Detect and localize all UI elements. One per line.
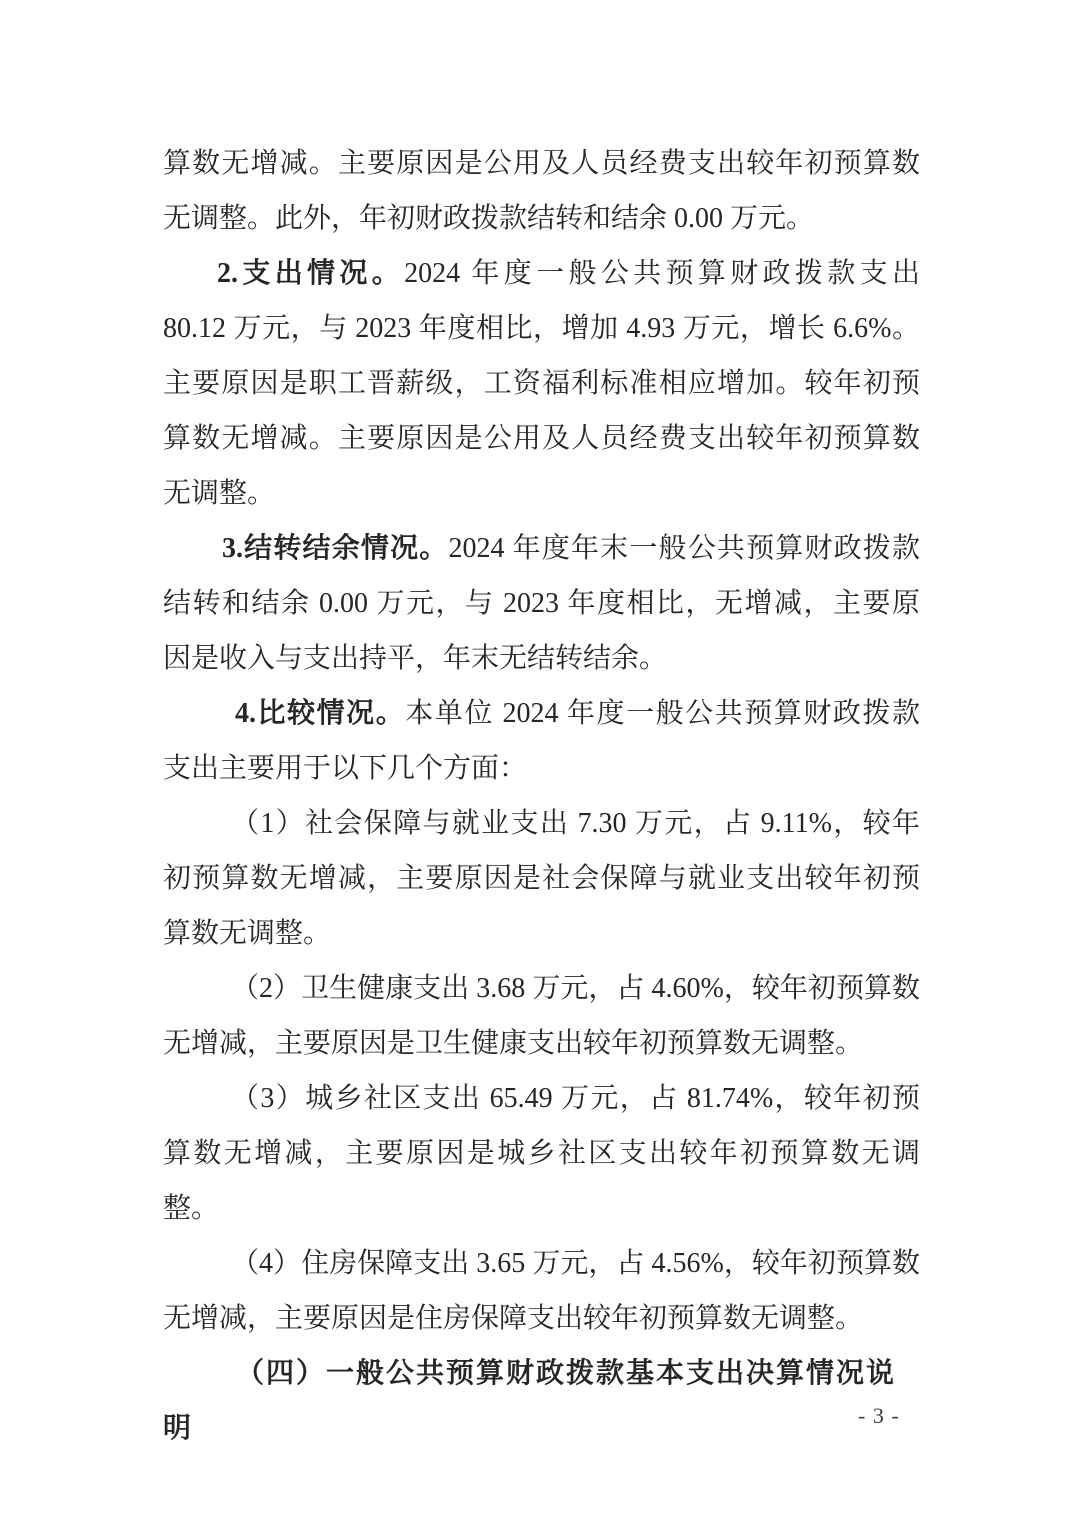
line-text: 无增减，主要原因是住房保障支出较年初预算数无调整。	[163, 1303, 864, 1334]
text-line	[163, 741, 920, 796]
line-text: 因是收入与支出持平，年末无结转结余。	[163, 643, 668, 674]
line-text: 无增减，主要原因是卫生健康支出较年初预算数无调整。	[163, 1028, 864, 1059]
line-text: 无调整。	[163, 478, 276, 509]
text-line-item-4	[163, 686, 920, 741]
line-text: 80.12 万元，与 2023 年度相比，增加 4.93 万元，增长 6.6%。	[163, 313, 920, 344]
text-line-sub-4	[163, 1236, 920, 1291]
line-text: 2024 年度一般公共预算财政拨款支出	[404, 258, 920, 289]
text-line	[163, 466, 920, 521]
line-text: 本单位 2024 年度一般公共预算财政拨款	[405, 698, 920, 729]
line-text: 2024 年度年末一般公共预算财政拨款	[448, 533, 920, 564]
line-text: 支出主要用于以下几个方面：	[163, 753, 528, 784]
text-line	[163, 906, 920, 961]
text-line-item-2	[163, 246, 920, 301]
text-line	[163, 576, 920, 631]
document-body	[163, 136, 920, 1444]
page-number: - 3 -	[858, 1403, 900, 1428]
text-line	[163, 1016, 920, 1071]
text-line-sub-3	[163, 1071, 920, 1126]
line-text: （四）一般公共预算财政拨款基本支出决算情况说明	[163, 1358, 897, 1444]
line-text: 初预算数无增减，主要原因是社会保障与就业支出较年初预	[163, 863, 920, 894]
line-text: 结转和结余 0.00 万元，与 2023 年度相比，无增减，主要原	[163, 588, 920, 619]
text-line	[163, 301, 920, 356]
text-line	[163, 1181, 920, 1236]
line-text: （1）社会保障与就业支出 7.30 万元，占 9.11%，较年	[231, 808, 920, 839]
text-line	[163, 1126, 920, 1181]
text-line	[163, 136, 920, 191]
line-text: 算数无增减，主要原因是城乡社区支出较年初预算数无调	[163, 1138, 920, 1169]
text-line	[163, 1291, 920, 1346]
line-text: 整。	[163, 1193, 220, 1224]
text-line	[163, 851, 920, 906]
text-line-item-3	[163, 521, 920, 576]
text-line	[163, 356, 920, 411]
line-text: （4）住房保障支出 3.65 万元，占 4.56%，较年初预算数	[231, 1248, 920, 1279]
line-text: 算数无增减。主要原因是公用及人员经费支出较年初预算数	[163, 423, 920, 454]
text-line	[163, 411, 920, 466]
item-heading: 4.比较情况。	[235, 698, 406, 729]
text-line	[163, 631, 920, 686]
text-line-sub-1	[163, 796, 920, 851]
line-text: 算数无增减。主要原因是公用及人员经费支出较年初预算数	[163, 148, 920, 179]
item-heading: 3.结转结余情况。	[222, 533, 449, 564]
text-line-sub-2	[163, 961, 920, 1016]
line-text: （3）城乡社区支出 65.49 万元，占 81.74%，较年初预	[231, 1083, 920, 1114]
item-heading: 2.支出情况。	[217, 258, 405, 289]
section-heading	[163, 1346, 920, 1444]
text-line	[163, 191, 920, 246]
line-text: 无调整。此外，年初财政拨款结转和结余 0.00 万元。	[163, 203, 815, 234]
line-text: 算数无调整。	[163, 918, 332, 949]
line-text: 主要原因是职工晋薪级，工资福利标准相应增加。较年初预	[163, 368, 920, 399]
line-text: （2）卫生健康支出 3.68 万元，占 4.60%，较年初预算数	[231, 973, 920, 1004]
